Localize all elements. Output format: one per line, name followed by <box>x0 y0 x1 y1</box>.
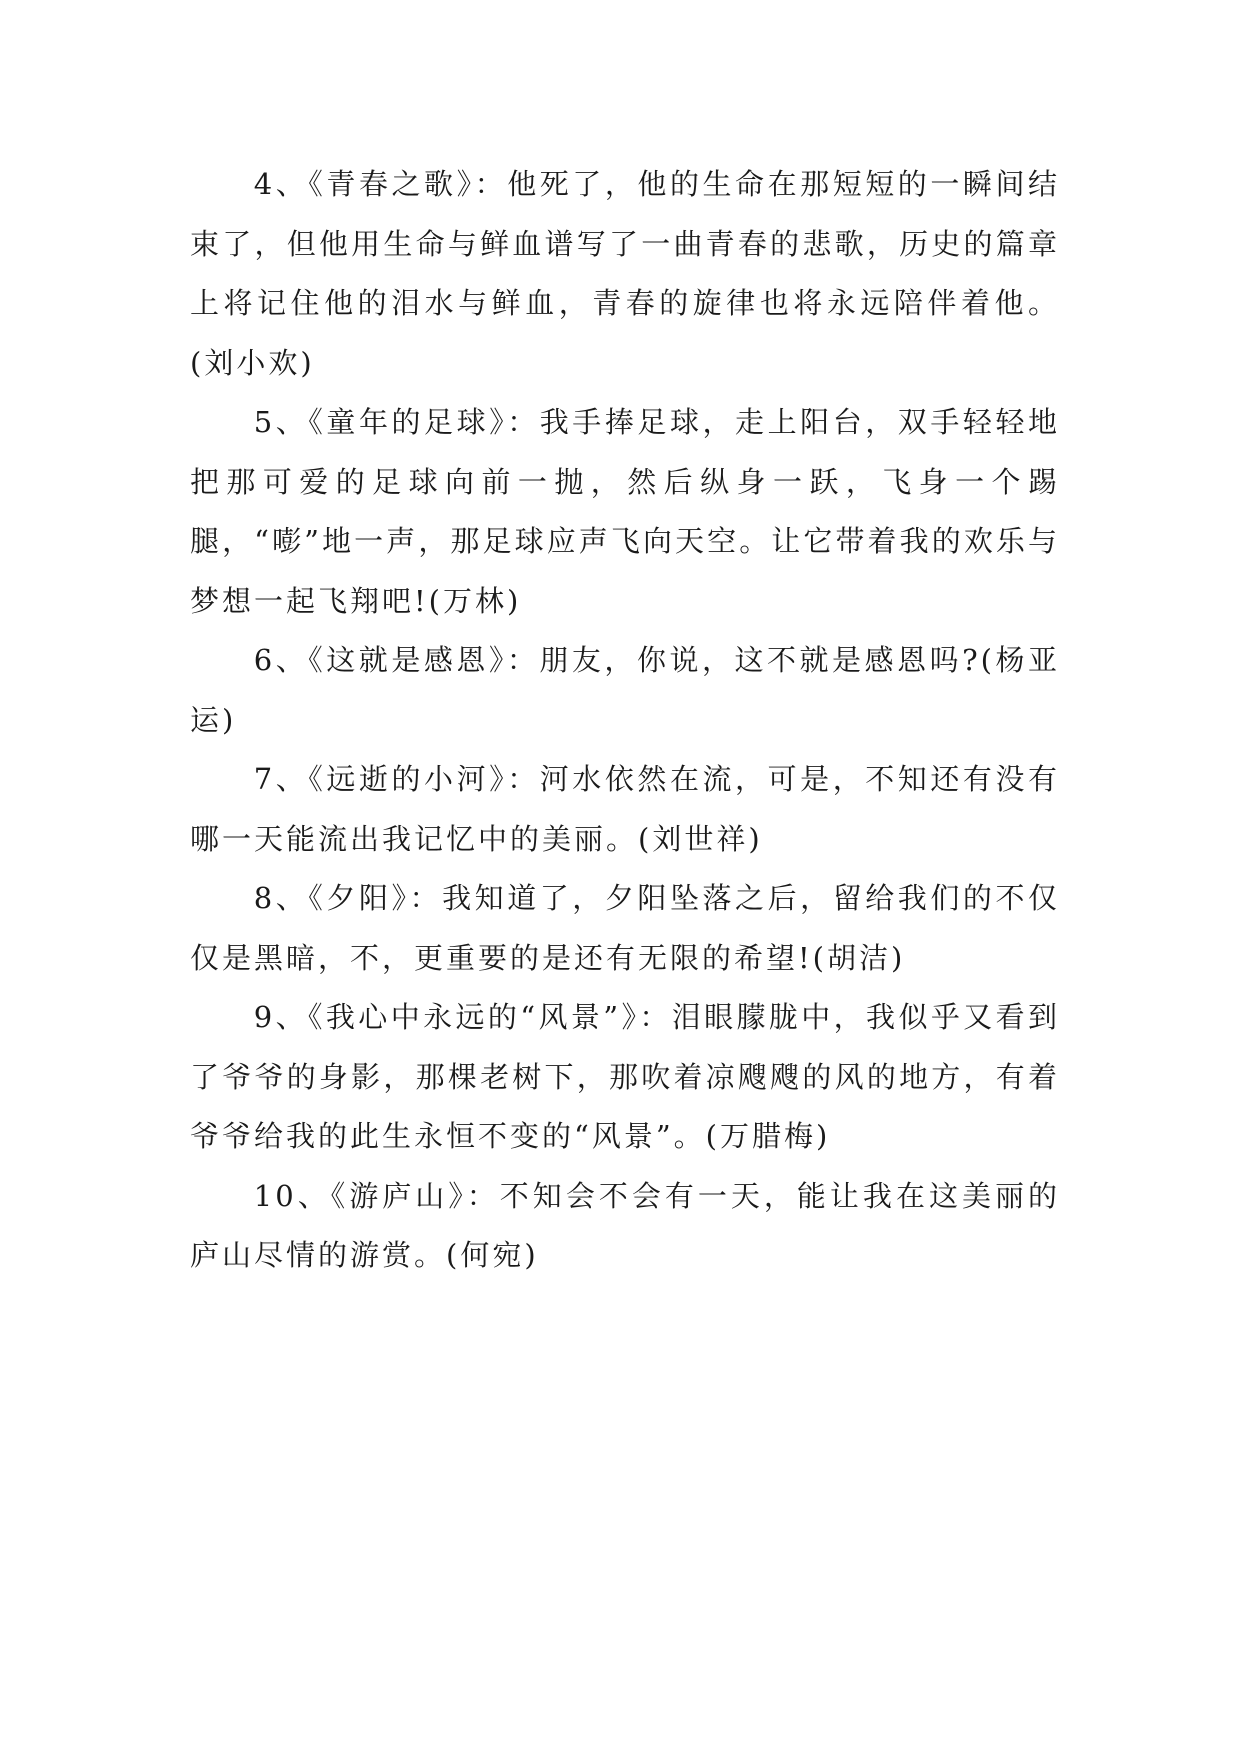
document-body <box>190 155 1060 1286</box>
paragraph-item-10: 10、《游庐山》：不知会不会有一天，能让我在这美丽的庐山尽情的游赏。(何宛) <box>190 1178 1060 1272</box>
paragraph-item-6: 6、《这就是感恩》：朋友，你说，这不就是感恩吗?(杨亚运) <box>190 643 1060 737</box>
paragraph-item-5: 5、《童年的足球》：我手捧足球，走上阳台，双手轻轻地把那可爱的足球向前一抛，然后纵身一跃，飞身一个踢腿，“嘭”地一声，那足球应声飞向天空。让它带着我的欢乐与梦想一起飞翔吧!(万林) <box>190 405 1060 618</box>
paragraph-item-7: 7、《远逝的小河》：河水依然在流，可是，不知还有没有哪一天能流出我记忆中的美丽。(刘世祥) <box>190 762 1060 856</box>
paragraph-item-4: 4、《青春之歌》：他死了，他的生命在那短短的一瞬间结束了，但他用生命与鲜血谱写了一曲青春的悲歌，历史的篇章上将记住他的泪水与鲜血，青春的旋律也将永远陪伴着他。(刘小欢) <box>190 167 1060 380</box>
paragraph-item-9: 9、《我心中永远的“风景”》：泪眼朦胧中，我似乎又看到了爷爷的身影，那棵老树下，那吹着凉飕飕的风的地方，有着爷爷给我的此生永恒不变的“风景”。(万腊梅) <box>190 1000 1060 1153</box>
paragraph-item-8: 8、《夕阳》：我知道了，夕阳坠落之后，留给我们的不仅仅是黑暗，不，更重要的是还有无限的希望!(胡洁) <box>190 881 1060 975</box>
